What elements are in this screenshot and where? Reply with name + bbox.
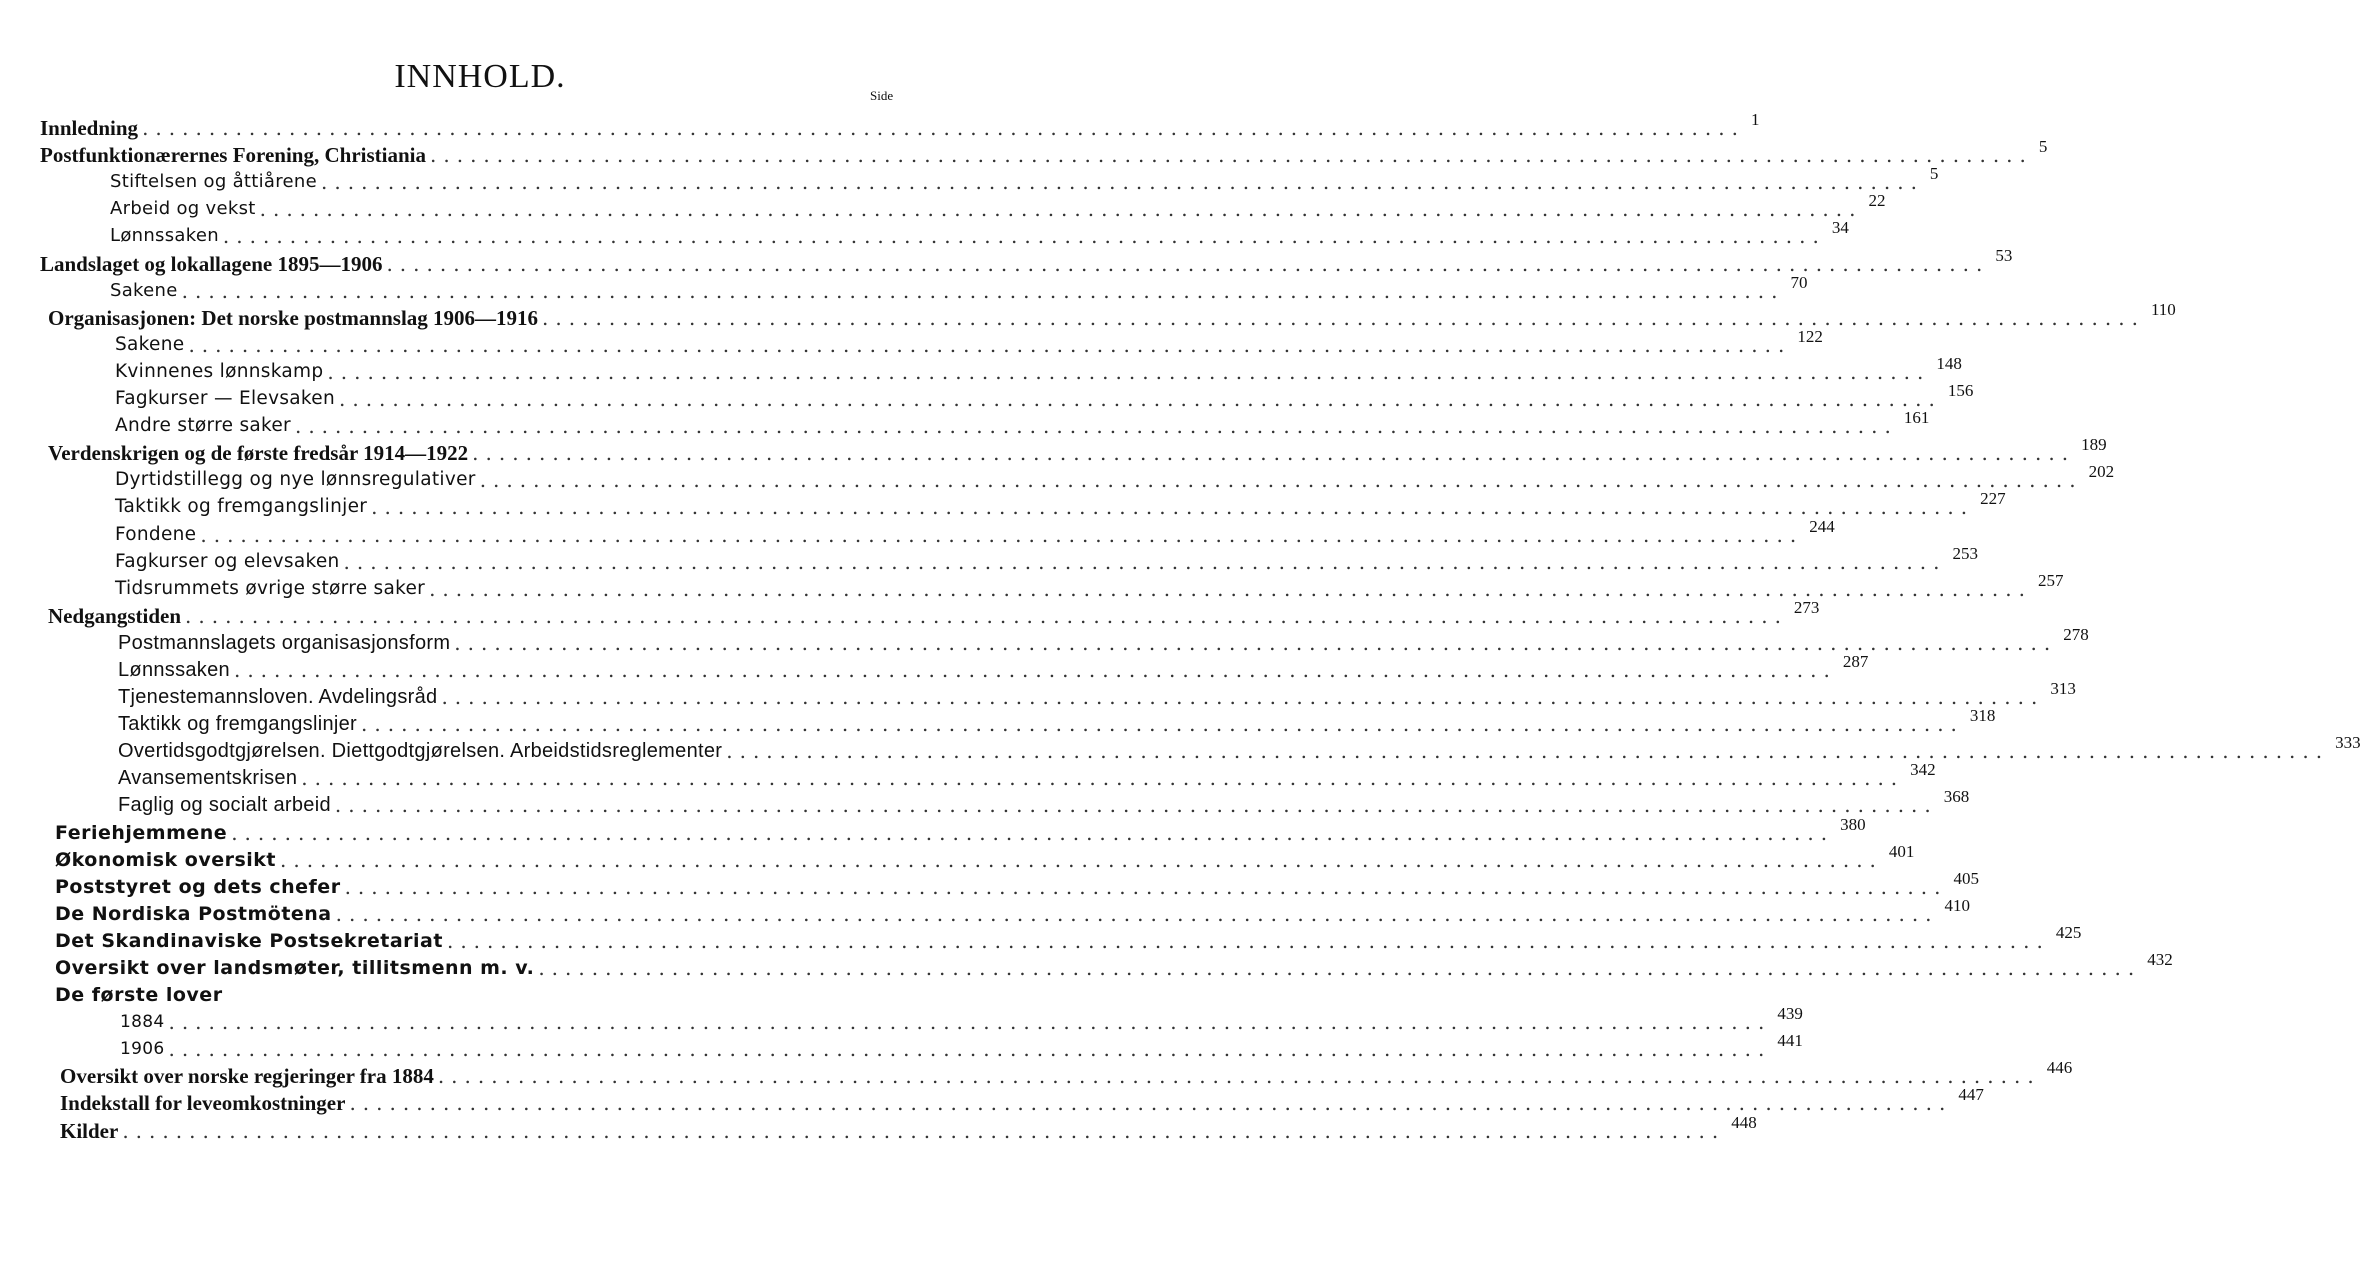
toc-entry-label: Økonomisk oversikt — [55, 848, 280, 872]
toc-entry-label: Feriehjemmene — [55, 821, 231, 845]
toc-subsection-entry — [0, 489, 2006, 520]
toc-entry-label: Det Skandinaviske Postsekretariat — [55, 929, 447, 953]
toc-entry-page-number: 278 — [2063, 624, 2089, 644]
toc-entry-label: Lønnssaken — [110, 224, 223, 248]
toc-section — [0, 814, 2173, 1062]
toc-entry-page-number: 287 — [1842, 651, 1869, 671]
dot-leader: ........................................................................................................................ — [441, 685, 2045, 710]
toc-entry-label: Postmannslagets organisasjonsform — [118, 631, 454, 655]
dot-leader: ........................................................................................................................ — [280, 847, 1883, 872]
toc-entry-page-number: 342 — [1910, 760, 1936, 780]
dot-leader: ........................................................................................................................ — [231, 820, 1835, 845]
toc-subsection-entry — [0, 164, 1939, 195]
toc-entry-page-number: 156 — [1947, 381, 1974, 401]
dot-leader: ........................................................................................................................ — [542, 305, 2145, 330]
toc-entry-page-number: 447 — [1958, 1085, 1984, 1105]
toc-entry-label: Verdenskrigen og de første fredsår 1914—1922 — [48, 441, 472, 465]
toc-entry-label: Taktikk og fremgangslinjer — [118, 712, 361, 736]
toc-entry-label: Faglig og socialt arbeid — [118, 793, 335, 817]
dot-leader: ........................................................................................................................ — [188, 332, 1792, 357]
toc-entry-label: De første lover — [55, 983, 227, 1007]
dot-leader: ........................................................................................................................ — [349, 1091, 1953, 1116]
toc-chapter-entry — [0, 1112, 1757, 1143]
toc-entry-page-number: 405 — [1953, 868, 1979, 888]
toc-entry-page-number: 425 — [2055, 922, 2082, 942]
toc-entry-label: Postfunktionærernes Forening, Christiania — [40, 143, 430, 167]
toc-subsection-entry — [0, 353, 1962, 384]
toc-entry-page-number: 253 — [1952, 543, 1978, 563]
toc-entry-label: Lønnssaken — [118, 658, 234, 682]
dot-leader: ........................................................................................................................ — [335, 901, 1939, 926]
dot-leader: ........................................................................................................................ — [430, 143, 2033, 168]
toc-subsection-entry — [0, 651, 1869, 682]
dot-leader: ........................................................................................................................ — [726, 739, 2330, 764]
toc-entry-label: Avansementskrisen — [118, 766, 301, 790]
toc-subsection-entry — [0, 218, 1849, 249]
toc-entry-page-number: 202 — [2088, 462, 2115, 482]
dot-leader: ........................................................................................................................ — [294, 414, 1898, 439]
dot-leader: ........................................................................................................................ — [142, 116, 1745, 141]
toc-entry-page-number: 5 — [2038, 137, 2048, 157]
dot-leader: ........................................................................................................................ — [386, 251, 1990, 276]
toc-entry-page-number: 446 — [2046, 1058, 2073, 1078]
toc-chapter-entry — [0, 980, 960, 1007]
toc-subsection-entry — [0, 191, 1886, 222]
toc-entry-label: Kilder — [60, 1119, 122, 1143]
toc-entry-label: Poststyret og dets chefer — [55, 875, 345, 899]
toc-entry-page-number: 368 — [1943, 787, 1970, 807]
toc-chapter-entry — [0, 895, 1971, 926]
dot-leader: ........................................................................................................................ — [185, 603, 1788, 628]
toc-entry-label: Innledning — [40, 116, 142, 140]
toc-subsection-entry — [0, 733, 2361, 764]
dot-leader: ........................................................................................................................ — [321, 170, 1924, 195]
toc-entry-page-number: 22 — [1868, 191, 1886, 211]
toc-subsection-entry — [0, 272, 1808, 303]
toc-entry-page-number: 1 — [1750, 110, 1760, 130]
toc-entry-page-number: 244 — [1809, 516, 1835, 536]
toc-entry-page-number: 410 — [1944, 895, 1971, 915]
toc-section — [0, 624, 2361, 818]
toc-entry-page-number: 189 — [2081, 435, 2107, 455]
dot-leader: ........................................................................................................................ — [472, 441, 2076, 466]
toc-chapter-entry — [0, 841, 1915, 872]
toc-entry-label: Sakene — [115, 333, 188, 357]
toc-subsection-entry — [0, 679, 2076, 710]
toc-entry-page-number: 5 — [1929, 164, 1939, 184]
dot-leader: ........................................................................................................................ — [181, 278, 1785, 303]
dot-leader: ........................................................................................................................ — [233, 657, 1837, 682]
dot-leader: ........................................................................................................................ — [454, 630, 2058, 655]
page-column-label: Side — [870, 88, 894, 103]
toc-subsection-entry — [0, 408, 1930, 439]
page-title: INNHOLD. — [394, 58, 566, 95]
toc-subsection-entry — [0, 787, 1970, 818]
toc-subsection-entry — [0, 624, 2089, 655]
toc-section — [0, 299, 2176, 628]
toc-entry-page-number: 53 — [1995, 245, 2013, 265]
toc-entry-label: Organisasjonen: Det norske postmannslag 1906—1916 — [48, 306, 542, 330]
toc-chapter-entry — [0, 814, 1866, 845]
dot-leader: ........................................................................................................................ — [371, 495, 1975, 520]
toc-chapter-entry — [0, 299, 2176, 330]
dot-leader: ........................................................................................................................ — [429, 576, 2032, 601]
toc-entry-page-number: 313 — [2050, 679, 2076, 699]
toc-section — [0, 110, 2048, 303]
dot-leader: ........................................................................................................................ — [343, 549, 1947, 574]
toc-chapter-entry — [0, 435, 2107, 466]
dot-leader: ........................................................................................................................ — [344, 874, 1948, 899]
toc-entry-page-number: 257 — [2037, 570, 2064, 590]
toc-entry-page-number: 110 — [2150, 299, 2176, 319]
toc-entry-label: Andre større saker — [115, 414, 295, 438]
toc-chapter-entry — [0, 597, 1820, 628]
toc-subsection-entry — [0, 570, 2064, 601]
dot-leader: ........................................................................................................................ — [479, 468, 2083, 493]
dot-leader: ........................................................................................................................ — [301, 766, 1905, 791]
toc-entry-label: Dyrtidstillegg og nye lønnsregulativer — [115, 468, 480, 492]
toc-subsection-entry — [0, 1004, 1803, 1035]
dot-leader: ........................................................................................................................ — [361, 712, 1964, 737]
dot-leader: ........................................................................................................................ — [538, 956, 2142, 980]
toc-chapter-entry — [0, 137, 2048, 168]
toc-entry-label: Kvinnenes lønnskamp — [115, 360, 327, 384]
dot-leader: ........................................................................................................................ — [327, 359, 1931, 384]
toc-entry-label: 1906 — [120, 1037, 168, 1061]
toc-chapter-entry — [0, 1085, 1984, 1116]
toc-chapter-entry — [0, 868, 1979, 899]
toc-entry-page-number: 273 — [1793, 597, 1820, 617]
toc-entry-label: Indekstall for leveomkostninger — [60, 1091, 349, 1115]
toc-entry-page-number: 441 — [1777, 1031, 1803, 1051]
dot-leader: ........................................................................................................................ — [338, 387, 1942, 412]
toc-entry-page-number: 318 — [1969, 706, 1996, 726]
toc-entry-page-number: 148 — [1936, 353, 1962, 373]
toc-entry-page-number: 122 — [1797, 326, 1823, 346]
toc-subsection-entry — [0, 543, 1978, 574]
toc-entry-page-number: 70 — [1790, 272, 1808, 292]
toc-entry-label: Stiftelsen og åttiårene — [110, 170, 321, 194]
toc-subsection-entry — [0, 706, 1996, 737]
toc-entry-label: Overtidsgodtgjørelsen. Diettgodtgjørelsen. Arbeidstidsreglementer — [118, 739, 726, 763]
dot-leader: ........................................................................................................................ — [259, 197, 1863, 222]
toc-subsection-entry — [0, 326, 1823, 357]
dot-leader: ........................................................................................................................ — [168, 1037, 1772, 1062]
toc-entry-label: Sakene — [110, 279, 182, 303]
dot-leader: ........................................................................................................................ — [334, 793, 1938, 818]
toc-entry-label: Landslaget og lokallagene 1895—1906 — [40, 252, 386, 276]
toc-subsection-entry — [0, 1031, 1803, 1062]
dot-leader: ........................................................................................................................ — [222, 224, 1826, 249]
toc-entry-page-number: 227 — [1980, 489, 2006, 509]
toc-chapter-entry — [0, 1058, 2073, 1089]
toc-subsection-entry — [0, 760, 1936, 791]
toc-entry-page-number: 333 — [2335, 733, 2361, 753]
toc-chapter-entry — [0, 950, 2173, 980]
toc-entry-label: De Nordiska Postmötena — [55, 902, 336, 926]
toc-subsection-entry — [0, 516, 1835, 547]
toc-entry-page-number: 380 — [1840, 814, 1866, 834]
toc-chapter-entry — [0, 922, 2082, 953]
table-of-contents — [0, 110, 2361, 1143]
toc-entry-page-number: 432 — [2147, 950, 2173, 969]
toc-entry-label: Oversikt over norske regjeringer fra 1884 — [60, 1064, 438, 1088]
toc-entry-page-number: 34 — [1831, 218, 1849, 238]
dot-leader: ........................................................................................................................ — [446, 928, 2050, 953]
toc-entry-page-number: 448 — [1731, 1112, 1757, 1132]
toc-entry-label: Fondene — [115, 523, 200, 547]
toc-entry-label: Fagkurser og elevsaken — [115, 550, 344, 574]
toc-chapter-entry — [0, 245, 2013, 276]
toc-subsection-entry — [0, 462, 2115, 493]
toc-entry-label: Nedgangstiden — [48, 604, 185, 628]
dot-leader: ........................................................................................................................ — [200, 522, 1804, 547]
toc-entry-label: Oversikt over landsmøter, tillitsmenn m. v. — [55, 956, 538, 980]
toc-entry-label: Arbeid og vekst — [110, 197, 260, 221]
dot-leader: ........................................................................................................................ — [122, 1118, 1726, 1143]
toc-entry-page-number: 439 — [1777, 1004, 1803, 1024]
dot-leader: ........................................................................................................................ — [168, 1010, 1772, 1035]
toc-section — [0, 1058, 2073, 1143]
toc-entry-label: 1884 — [120, 1010, 168, 1034]
dot-leader: ........................................................................................................................ — [437, 1064, 2041, 1089]
toc-entry-label: Fagkurser — Elevsaken — [115, 387, 339, 411]
toc-entry-label: Tjenestemannsloven. Avdelingsråd — [118, 685, 441, 709]
toc-subsection-entry — [0, 381, 1974, 412]
toc-entry-page-number: 161 — [1903, 408, 1930, 428]
toc-entry-label: Tidsrummets øvrige større saker — [115, 577, 429, 601]
toc-entry-label: Taktikk og fremgangslinjer — [115, 495, 371, 519]
toc-entry-page-number: 401 — [1888, 841, 1915, 861]
toc-chapter-entry — [0, 110, 1760, 141]
